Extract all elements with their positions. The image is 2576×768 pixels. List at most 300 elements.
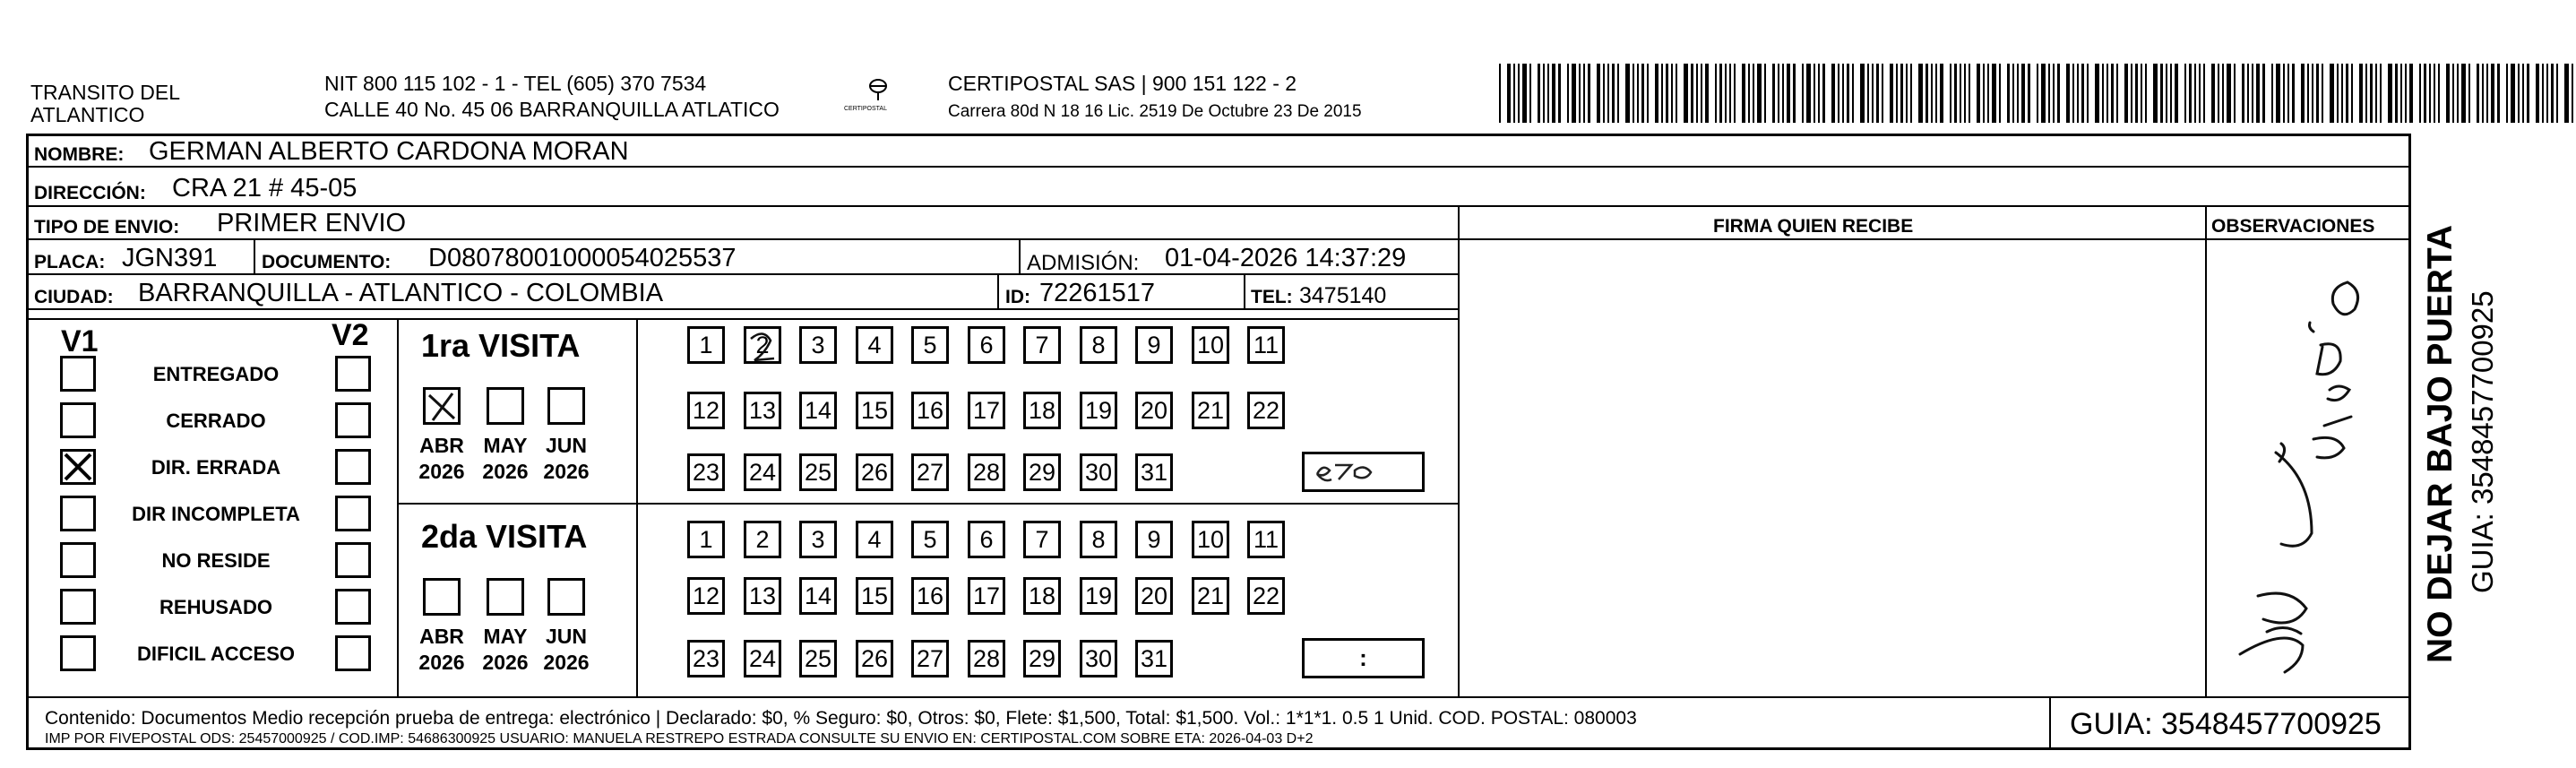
barcode-bar: [1954, 64, 1957, 123]
month-year: 2026: [543, 650, 590, 674]
barcode-bar: [1696, 64, 1698, 123]
barcode-bar: [1935, 64, 1937, 123]
visit2-month-label: [474, 624, 537, 676]
barcode-bar: [2477, 64, 2479, 123]
barcode-bar: [2330, 64, 2334, 123]
barcode-bar: [2375, 64, 2377, 123]
visit2-day-8[interactable]: 8: [1080, 521, 1117, 558]
barcode-bar: [1860, 64, 1865, 123]
barcode-bar: [1793, 64, 1796, 123]
barcode-bar: [2077, 64, 2079, 123]
barcode-bar: [1802, 64, 1804, 123]
visit1-day-7[interactable]: 7: [1023, 326, 1061, 364]
barcode-bar: [1757, 64, 1762, 123]
visit1-month-checkbox-jun[interactable]: [547, 387, 585, 425]
barcode-bar: [1772, 64, 1775, 123]
visit1-day-30[interactable]: 30: [1080, 453, 1117, 491]
direccion-value: CRA 21 # 45-05: [172, 174, 358, 203]
barcode: [1499, 64, 2576, 123]
barcode-bar: [2072, 64, 2074, 123]
barcode-bar: [2012, 64, 2014, 123]
barcode-bar: [2116, 64, 2118, 123]
barcode-bar: [1818, 64, 1820, 123]
visit2-day-27[interactable]: 27: [911, 640, 949, 677]
barcode-bar: [2021, 64, 2025, 123]
col-divider: [1458, 205, 1460, 696]
barcode-bar: [1876, 64, 1879, 123]
barcode-bar: [2145, 64, 2147, 123]
barcode-bar: [1633, 64, 1634, 123]
placa-label: PLACA:: [34, 252, 106, 272]
documento-label: DOCUMENTO:: [262, 252, 392, 272]
v1-checkbox-no-reside[interactable]: [60, 542, 96, 578]
visit2-day-29[interactable]: 29: [1023, 640, 1061, 677]
visit1-day-12[interactable]: 12: [687, 392, 725, 429]
visit1-day-3[interactable]: 3: [799, 326, 837, 364]
visit2-day-9[interactable]: 9: [1135, 521, 1173, 558]
courier-name: CERTIPOSTAL SAS | 900 151 122 - 2: [948, 72, 1297, 95]
visit2-day-17[interactable]: 17: [968, 577, 1005, 615]
visit2-day-4[interactable]: 4: [856, 521, 893, 558]
visit2-day-26[interactable]: 26: [856, 640, 893, 677]
barcode-bar: [2037, 64, 2038, 123]
visit2-month-checkbox-abr[interactable]: [423, 578, 461, 616]
barcode-bar: [2189, 64, 2192, 123]
barcode-bar: [2506, 64, 2508, 123]
sender-address: CALLE 40 No. 45 06 BARRANQUILLA ATLATICO: [324, 98, 780, 121]
month-name: JUN: [545, 434, 587, 457]
barcode-bar: [1778, 64, 1779, 123]
barcode-bar: [1612, 64, 1615, 123]
barcode-bar: [1910, 64, 1912, 123]
barcode-bar: [1655, 64, 1658, 123]
month-name: MAY: [483, 434, 528, 457]
visit2-day-2[interactable]: 2: [744, 521, 781, 558]
admision-value: 01-04-2026 14:37:29: [1165, 244, 1407, 272]
barcode-bar: [1676, 64, 1677, 123]
col-divider: [397, 318, 399, 696]
visit2-day-19[interactable]: 19: [1080, 577, 1117, 615]
barcode-bar: [2135, 64, 2138, 123]
visit1-day-13[interactable]: 13: [744, 392, 781, 429]
barcode-bar: [2511, 64, 2515, 123]
visit2-day-24[interactable]: 24: [744, 640, 781, 677]
status-option-cerrado: CERRADO: [166, 410, 266, 432]
barcode-bar: [2287, 64, 2289, 123]
barcode-bar: [1617, 64, 1619, 123]
barcode-bar: [2242, 64, 2244, 123]
barcode-bar: [1661, 64, 1663, 123]
row-divider: [26, 318, 1458, 320]
barcode-bar: [2271, 64, 2273, 123]
barcode-bar: [1499, 64, 1501, 123]
month-name: ABR: [419, 625, 464, 648]
barcode-bar: [2102, 64, 2104, 123]
barcode-bar: [2346, 64, 2348, 123]
col-divider: [1019, 238, 1021, 273]
barcode-bar: [2429, 64, 2431, 123]
barcode-bar: [1588, 64, 1590, 123]
id-value: 72261517: [1039, 279, 1156, 307]
direccion-label: DIRECCIÓN:: [34, 183, 146, 203]
barcode-bar: [2341, 64, 2343, 123]
barcode-bar: [2405, 64, 2407, 123]
barcode-bar: [2087, 64, 2089, 123]
barcode-bar: [1926, 64, 1928, 123]
row-divider: [26, 166, 2411, 168]
status-option-entregado: ENTREGADO: [152, 363, 280, 385]
v2-checkbox-dificil-acceso[interactable]: [335, 635, 371, 671]
barcode-bar: [1529, 64, 1531, 123]
visit2-day-21[interactable]: 21: [1192, 577, 1229, 615]
visit1-day-10[interactable]: 10: [1192, 326, 1229, 364]
v1-checkbox-dir-incompleta[interactable]: [60, 496, 96, 531]
visit1-day-14[interactable]: 14: [799, 392, 837, 429]
barcode-bar: [1579, 64, 1581, 123]
barcode-bar: [1992, 64, 1996, 123]
visit1-day-25[interactable]: 25: [799, 453, 837, 491]
visit1-month-checkbox-abr[interactable]: [423, 387, 461, 425]
barcode-bar: [2222, 64, 2224, 123]
visit2-day-12[interactable]: 12: [687, 577, 725, 615]
courier-license: Carrera 80d N 18 16 Lic. 2519 De Octubre 23 De 2015: [948, 102, 1362, 121]
day-mark-icon: [744, 326, 781, 364]
barcode-bar: [2556, 64, 2558, 123]
barcode-bar: [2175, 64, 2178, 123]
placa-value: JGN391: [122, 244, 218, 272]
barcode-bar: [1969, 64, 1970, 123]
barcode-bar: [1906, 64, 1908, 123]
month-name: JUN: [545, 625, 587, 648]
barcode-bar: [1641, 64, 1644, 123]
visit1-month-label: [410, 433, 473, 485]
barcode-bar: [2153, 64, 2158, 123]
visit2-day-7[interactable]: 7: [1023, 521, 1061, 558]
barcode-bar: [1691, 64, 1693, 123]
sender-nit: NIT 800 115 102 - 1 - TEL (605) 370 7534: [324, 72, 707, 95]
barcode-bar: [1882, 64, 1883, 123]
barcode-bar: [2518, 64, 2520, 123]
barcode-bar: [1806, 64, 1811, 123]
ciudad-value: BARRANQUILLA - ATLANTICO - COLOMBIA: [138, 279, 664, 307]
barcode-bar: [2380, 64, 2382, 123]
barcode-bar: [1637, 64, 1639, 123]
barcode-bar: [1867, 64, 1869, 123]
visit1-day-4[interactable]: 4: [856, 326, 893, 364]
visit1-day-29[interactable]: 29: [1023, 453, 1061, 491]
barcode-bar: [2247, 64, 2249, 123]
v1-checkbox-dir-errada[interactable]: [60, 449, 96, 485]
month-name: ABR: [419, 434, 464, 457]
barcode-bar: [2160, 64, 2163, 123]
barcode-bar: [2307, 64, 2309, 123]
barcode-bar: [2166, 64, 2167, 123]
v2-checkbox-no-reside[interactable]: [335, 542, 371, 578]
barcode-bar: [2131, 64, 2132, 123]
barcode-bar: [1671, 64, 1673, 123]
barcode-bar: [1607, 64, 1609, 123]
col-divider: [254, 238, 255, 273]
footer-imp: IMP POR FIVEPOSTAL ODS: 25457000925 / COD.IMP: 54686300925 USUARIO: MANUELA RESTREPO ESTRADA CONSULTE SU ENVIO EN: CERTIPOSTAL.COM SOBRE ETA: 2026-04-03 D+2: [45, 731, 1314, 746]
barcode-bar: [2572, 64, 2573, 123]
barcode-bar: [1725, 64, 1727, 123]
barcode-bar: [1753, 64, 1754, 123]
visit1-day-9[interactable]: 9: [1135, 326, 1173, 364]
barcode-bar: [1950, 64, 1951, 123]
visit2-day-6[interactable]: 6: [968, 521, 1005, 558]
barcode-bar: [2527, 64, 2529, 123]
visit1-day-20[interactable]: 20: [1135, 392, 1173, 429]
visit1-day-11[interactable]: 11: [1247, 326, 1285, 364]
barcode-bar: [2400, 64, 2402, 123]
check-x-icon: [63, 452, 93, 482]
barcode-bar: [2542, 64, 2544, 123]
barcode-bar: [2081, 64, 2084, 123]
barcode-bar: [2292, 64, 2295, 123]
visit2-day-11[interactable]: 11: [1247, 521, 1285, 558]
barcode-bar: [2227, 64, 2231, 123]
barcode-bar: [2337, 64, 2339, 123]
barcode-bar: [2218, 64, 2219, 123]
footer-guia: GUIA: 3548457700925: [2070, 707, 2382, 741]
visit1-day-31[interactable]: 31: [1135, 453, 1173, 491]
visit1-day-2[interactable]: 2: [744, 326, 781, 364]
v2-checkbox-dir-errada[interactable]: [335, 449, 371, 485]
visit1-day-24[interactable]: 24: [744, 453, 781, 491]
visit1-day-17[interactable]: 17: [968, 392, 1005, 429]
barcode-bar: [1838, 64, 1839, 123]
status-option-rehusado: REHUSADO: [159, 596, 272, 618]
visit2-day-15[interactable]: 15: [856, 577, 893, 615]
visit2-day-28[interactable]: 28: [968, 640, 1005, 677]
visit2-day-10[interactable]: 10: [1192, 521, 1229, 558]
ciudad-label: CIUDAD:: [34, 287, 114, 307]
visit1-day-27[interactable]: 27: [911, 453, 949, 491]
visit2-day-14[interactable]: 14: [799, 577, 837, 615]
barcode-bar: [2283, 64, 2285, 123]
barcode-bar: [2203, 64, 2205, 123]
barcode-bar: [1701, 64, 1702, 123]
barcode-bar: [1513, 64, 1515, 123]
visit1-day-15[interactable]: 15: [856, 392, 893, 429]
barcode-bar: [1552, 64, 1555, 123]
barcode-bar: [1999, 64, 2001, 123]
barcode-bar: [2359, 64, 2363, 123]
barcode-bar: [1715, 64, 1717, 123]
barcode-bar: [1987, 64, 1989, 123]
documento-value: D08078001000054025537: [428, 244, 737, 272]
barcode-bar: [2468, 64, 2470, 123]
barcode-bar: [1852, 64, 1854, 123]
visit1-day-5[interactable]: 5: [911, 326, 949, 364]
barcode-bar: [2322, 64, 2323, 123]
barcode-bar: [2262, 64, 2265, 123]
visit1-day-6[interactable]: 6: [968, 326, 1005, 364]
visit1-day-18[interactable]: 18: [1023, 392, 1061, 429]
v1-checkbox-rehusado[interactable]: [60, 589, 96, 625]
sender-name-line1: TRANSITO DEL: [30, 81, 180, 104]
visit2-day-22[interactable]: 22: [1247, 577, 1285, 615]
barcode-bar: [1831, 64, 1835, 123]
visit1-day-28[interactable]: 28: [968, 453, 1005, 491]
barcode-bar: [2095, 64, 2099, 123]
check-x-icon: [426, 390, 458, 422]
row-divider: [26, 205, 2411, 207]
barcode-bar: [1890, 64, 1893, 123]
visit2-day-20[interactable]: 20: [1135, 577, 1173, 615]
month-year: 2026: [482, 650, 529, 674]
visit2-day-3[interactable]: 3: [799, 521, 837, 558]
barcode-bar: [1782, 64, 1784, 123]
footer-contenido: Contenido: Documentos Medio recepción prueba de entrega: electrónico | Declarado: $0, % Seguro: $0, Otros: $0, Flete: $1,500, Total: $1,500. Vol.: 1*1*1. 0.5 1 Unid. COD. POSTAL: 080003: [45, 708, 1637, 729]
barcode-bar: [1842, 64, 1844, 123]
footer-divider: [26, 696, 2411, 698]
visit1-day-19[interactable]: 19: [1080, 392, 1117, 429]
barcode-bar: [1931, 64, 1933, 123]
v1-checkbox-entregado[interactable]: [60, 356, 96, 392]
barcode-bar: [2007, 64, 2010, 123]
visit1-day-22[interactable]: 22: [1247, 392, 1285, 429]
barcode-bar: [1764, 64, 1766, 123]
visit1-day-23[interactable]: 23: [687, 453, 725, 491]
visit1-month-label: [535, 433, 598, 485]
barcode-bar: [1964, 64, 1966, 123]
visit2-day-13[interactable]: 13: [744, 577, 781, 615]
barcode-bar: [1977, 64, 1980, 123]
v1-checkbox-dificil-acceso[interactable]: [60, 635, 96, 671]
visit2-month-checkbox-jun[interactable]: [547, 578, 585, 616]
tipo-envio-value: PRIMER ENVIO: [217, 209, 407, 237]
barcode-bar: [2434, 64, 2435, 123]
barcode-bar: [2497, 64, 2500, 123]
month-year: 2026: [418, 650, 465, 674]
barcode-bar: [2111, 64, 2114, 123]
observaciones-header: OBSERVACIONES: [2211, 216, 2375, 237]
visit2-month-checkbox-may[interactable]: [487, 578, 524, 616]
v2-checkbox-entregado[interactable]: [335, 356, 371, 392]
barcode-bar: [1847, 64, 1849, 123]
col-divider: [997, 273, 999, 308]
barcode-bar: [1684, 64, 1688, 123]
barcode-bar: [2276, 64, 2280, 123]
barcode-bar: [2491, 64, 2494, 123]
barcode-bar: [2551, 64, 2554, 123]
barcode-bar: [1983, 64, 1985, 123]
status-option-dir-errada: DIR. ERRADA: [151, 456, 281, 479]
v2-checkbox-cerrado[interactable]: [335, 402, 371, 438]
month-name: MAY: [483, 625, 528, 648]
barcode-bar: [2522, 64, 2524, 123]
sender-name-line2: ATLANTICO: [30, 103, 145, 126]
visit2-day-16[interactable]: 16: [911, 577, 949, 615]
visit2-day-23[interactable]: 23: [687, 640, 725, 677]
visit2-day-1[interactable]: 1: [687, 521, 725, 558]
visit2-day-31[interactable]: 31: [1135, 640, 1173, 677]
visit1-month-label: [474, 433, 537, 485]
tel-value: 3475140: [1299, 283, 1387, 308]
barcode-bar: [1748, 64, 1750, 123]
barcode-bar: [1896, 64, 1898, 123]
col-divider: [1244, 273, 1245, 308]
firma-header: FIRMA QUIEN RECIBE: [1713, 216, 1914, 237]
barcode-bar: [1666, 64, 1668, 123]
col-divider: [2049, 696, 2051, 750]
barcode-bar: [2452, 64, 2454, 123]
barcode-bar: [2194, 64, 2196, 123]
barcode-bar: [2395, 64, 2398, 123]
barcode-bar: [1538, 64, 1540, 123]
visit1-day-8[interactable]: 8: [1080, 326, 1117, 364]
barcode-bar: [1729, 64, 1731, 123]
status-option-no-reside: NO RESIDE: [161, 549, 271, 572]
barcode-bar: [2234, 64, 2236, 123]
visit2-time-box[interactable]: :: [1302, 638, 1425, 678]
visit2-day-30[interactable]: 30: [1080, 640, 1117, 677]
visit2-month-label: [535, 624, 598, 676]
visit-divider: [397, 503, 1458, 505]
visit2-day-25[interactable]: 25: [799, 640, 837, 677]
side-guia: GUIA: 3548457700925: [2466, 290, 2499, 593]
month-year: 2026: [482, 459, 529, 483]
barcode-bar: [1518, 64, 1520, 123]
visit1-day-1[interactable]: 1: [687, 326, 725, 364]
side-no-dejar: NO DEJAR BAJO PUERTA: [2421, 224, 2460, 663]
barcode-bar: [2424, 64, 2426, 123]
barcode-bar: [1583, 64, 1585, 123]
visit1-time-handwriting: [1305, 454, 1422, 489]
visit1-day-21[interactable]: 21: [1192, 392, 1229, 429]
barcode-bar: [1597, 64, 1600, 123]
visit1-day-16[interactable]: 16: [911, 392, 949, 429]
v1-checkbox-cerrado[interactable]: [60, 402, 96, 438]
barcode-bar: [1507, 64, 1511, 123]
visit1-day-26[interactable]: 26: [856, 453, 893, 491]
barcode-bar: [2370, 64, 2373, 123]
barcode-bar: [2211, 64, 2215, 123]
barcode-bar: [2041, 64, 2046, 123]
barcode-bar: [2066, 64, 2070, 123]
id-label: ID:: [1005, 287, 1030, 307]
certipostal-logo: CERTIPOSTAL: [833, 72, 923, 121]
barcode-bar: [1705, 64, 1709, 123]
visit1-title: 1ra VISITA: [421, 327, 581, 364]
visit1-time-box[interactable]: [1302, 452, 1425, 492]
barcode-bar: [2301, 64, 2305, 123]
v2-checkbox-rehusado[interactable]: [335, 589, 371, 625]
barcode-bar: [1822, 64, 1825, 123]
barcode-bar: [1960, 64, 1961, 123]
barcode-bar: [2057, 64, 2060, 123]
barcode-bar: [1558, 64, 1561, 123]
barcode-bar: [2252, 64, 2253, 123]
visit1-month-checkbox-may[interactable]: [487, 387, 524, 425]
status-option-dir-incompleta: DIR INCOMPLETA: [132, 503, 300, 525]
barcode-bar: [2409, 64, 2413, 123]
visit2-day-5[interactable]: 5: [911, 521, 949, 558]
barcode-bar: [2199, 64, 2201, 123]
barcode-bar: [2048, 64, 2050, 123]
barcode-bar: [2351, 64, 2353, 123]
barcode-bar: [1918, 64, 1923, 123]
barcode-bar: [2312, 64, 2313, 123]
v2-checkbox-dir-incompleta[interactable]: [335, 496, 371, 531]
barcode-bar: [2419, 64, 2421, 123]
observaciones-handwriting: [2213, 246, 2379, 690]
status-option-dificil-acceso: DIFICIL ACCESO: [136, 643, 295, 665]
visit2-day-18[interactable]: 18: [1023, 577, 1061, 615]
barcode-bar: [2388, 64, 2392, 123]
barcode-bar: [2141, 64, 2142, 123]
